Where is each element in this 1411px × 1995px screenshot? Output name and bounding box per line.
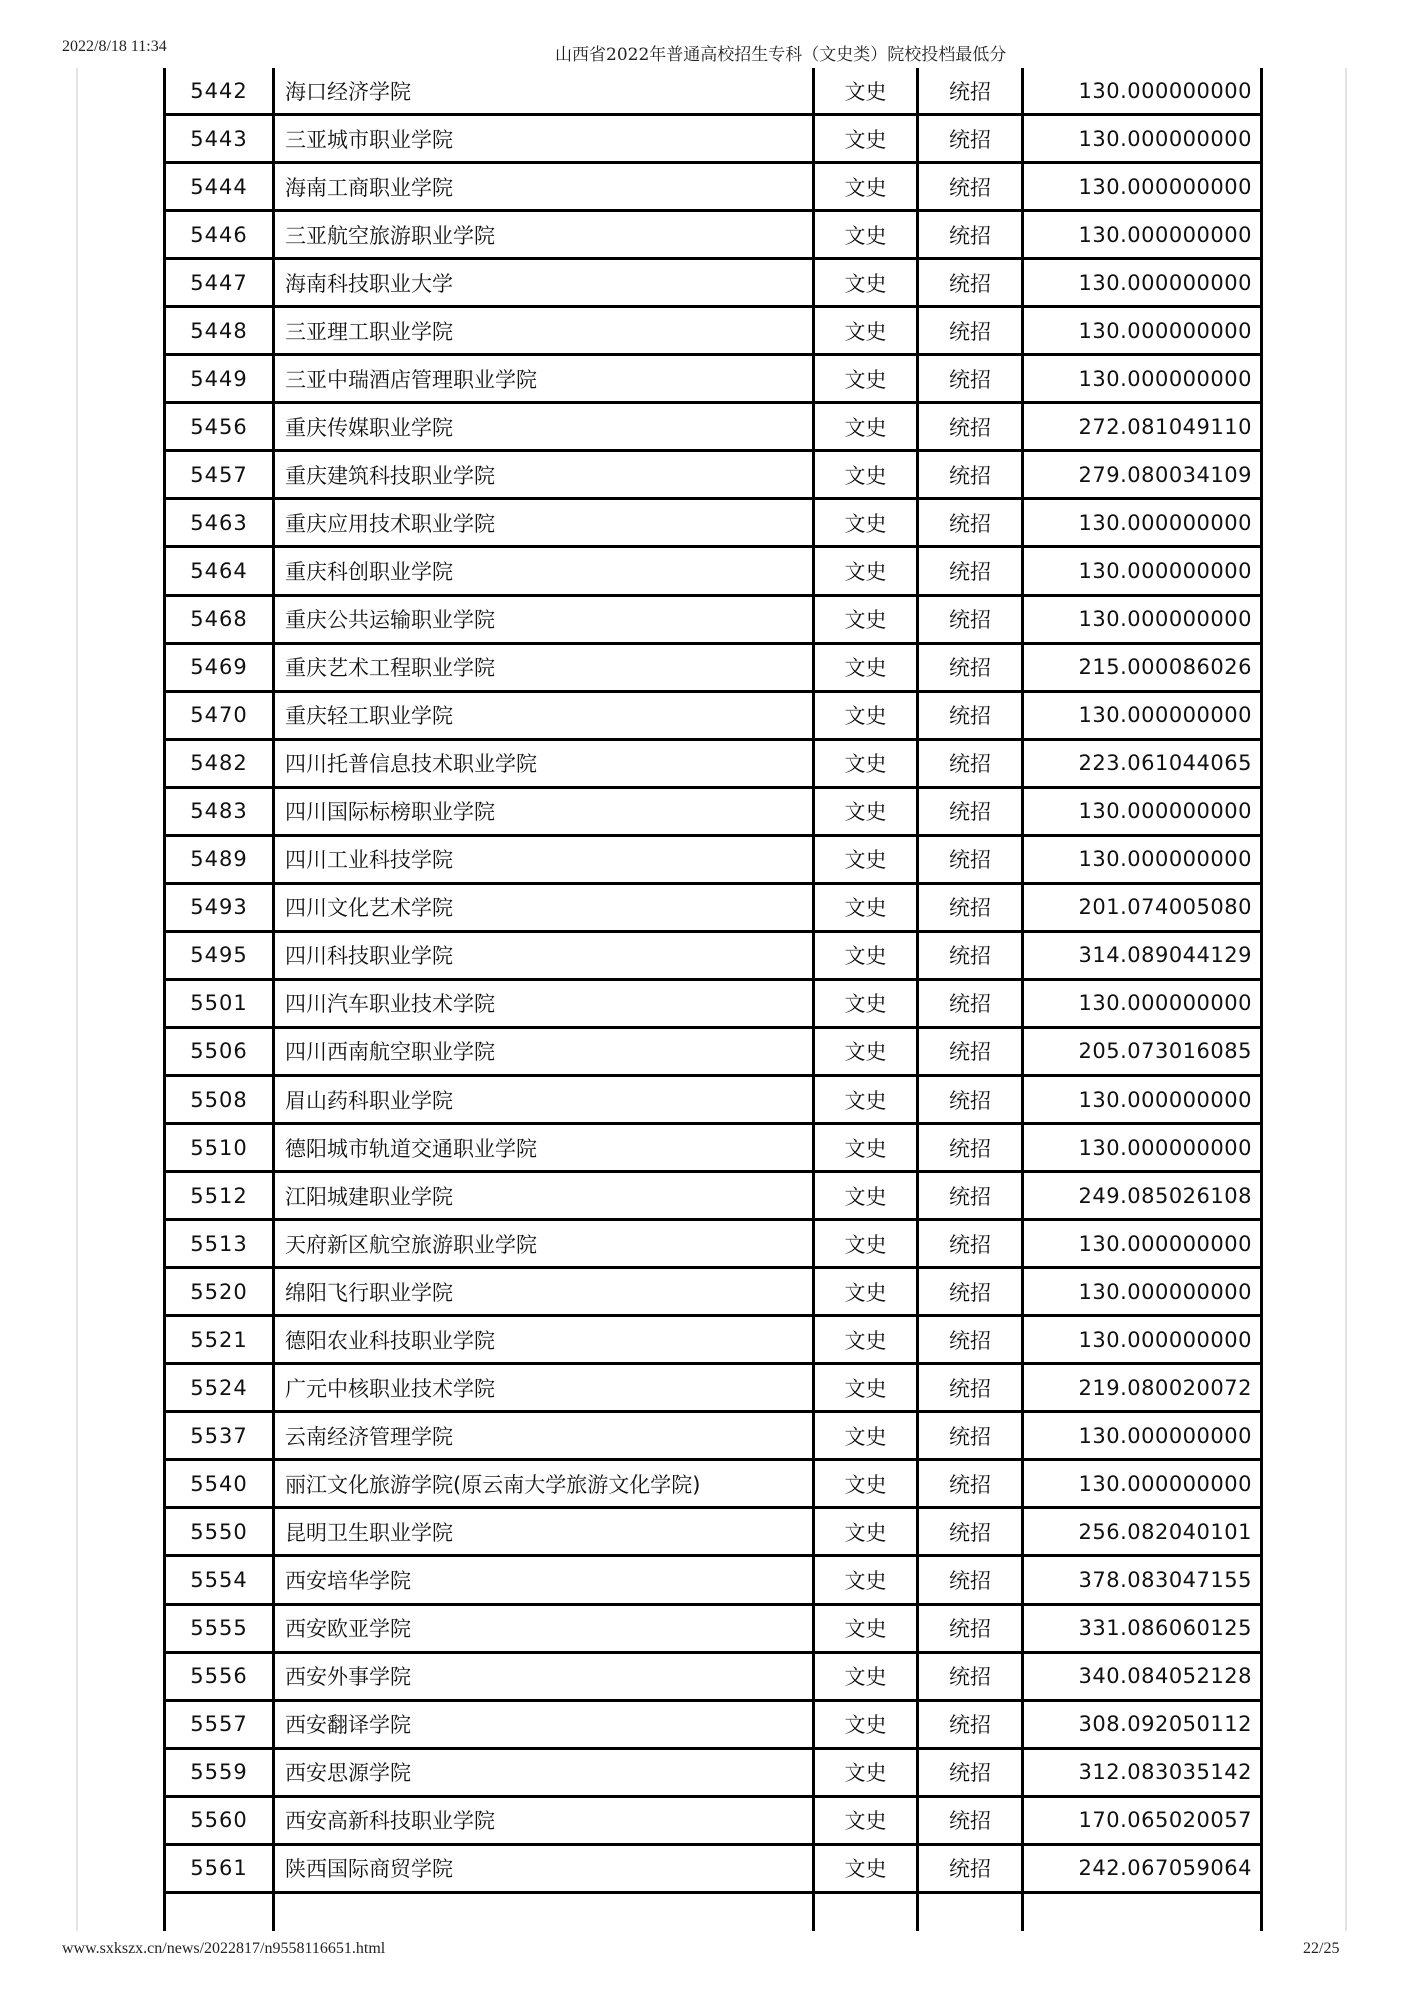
subject-category-cell: 文史 xyxy=(815,1557,919,1602)
table-row xyxy=(166,645,1260,693)
minimum-score-cell-empty xyxy=(1024,1894,1260,1931)
minimum-score-cell: 130.000000000 xyxy=(1078,1135,1252,1160)
school-name-cell: 德阳农业科技职业学院 xyxy=(275,1317,815,1362)
table-row xyxy=(166,1557,1260,1605)
school-code-cell: 5506 xyxy=(166,1029,275,1074)
admission-type-cell: 统招 xyxy=(919,1702,1024,1747)
minimum-score-cell: 256.082040101 xyxy=(1078,1519,1252,1544)
subject-category-cell: 文史 xyxy=(815,1750,919,1795)
table-row xyxy=(166,933,1260,981)
table-row xyxy=(166,1461,1260,1509)
table-row xyxy=(166,356,1260,404)
school-code-cell: 5489 xyxy=(166,837,275,882)
subject-category-cell: 文史 xyxy=(815,789,919,834)
school-name-cell: 西安高新科技职业学院 xyxy=(275,1798,815,1843)
school-code-cell: 5559 xyxy=(166,1750,275,1795)
subject-category-cell: 文史 xyxy=(815,1125,919,1170)
minimum-score-cell: 130.000000000 xyxy=(1078,222,1252,247)
subject-category-cell: 文史 xyxy=(815,1221,919,1266)
admission-type-cell: 统招 xyxy=(919,741,1024,786)
table-row xyxy=(166,597,1260,645)
minimum-score-cell: 331.086060125 xyxy=(1078,1616,1252,1641)
school-code-cell: 5512 xyxy=(166,1173,275,1218)
admission-type-cell: 统招 xyxy=(919,212,1024,257)
school-name-cell: 三亚城市职业学院 xyxy=(275,116,815,161)
subject-category-cell: 文史 xyxy=(815,548,919,593)
school-name-cell-empty xyxy=(275,1894,815,1931)
school-name-cell: 云南经济管理学院 xyxy=(275,1413,815,1458)
table-row xyxy=(166,1173,1260,1221)
table-row xyxy=(166,548,1260,596)
table-row xyxy=(166,1221,1260,1269)
admission-type-cell: 统招 xyxy=(919,1317,1024,1362)
table-row xyxy=(166,1317,1260,1365)
table-row xyxy=(166,1269,1260,1317)
admission-type-cell: 统招 xyxy=(919,1846,1024,1891)
subject-category-cell: 文史 xyxy=(815,1269,919,1314)
table-row xyxy=(166,404,1260,452)
school-code-cell: 5550 xyxy=(166,1509,275,1554)
minimum-score-cell: 130.000000000 xyxy=(1078,270,1252,295)
school-code-cell: 5513 xyxy=(166,1221,275,1266)
subject-category-cell: 文史 xyxy=(815,981,919,1026)
school-code-cell: 5520 xyxy=(166,1269,275,1314)
minimum-score-cell: 130.000000000 xyxy=(1078,703,1252,728)
school-code-cell: 5457 xyxy=(166,452,275,497)
page-title: 山西省2022年普通高校招生专科（文史类）院校投档最低分 xyxy=(555,45,1007,65)
school-name-cell: 西安翻译学院 xyxy=(275,1702,815,1747)
table-row xyxy=(166,164,1260,212)
school-name-cell: 重庆科创职业学院 xyxy=(275,548,815,593)
subject-category-cell: 文史 xyxy=(815,1077,919,1122)
table-row xyxy=(166,885,1260,933)
minimum-score-cell: 272.081049110 xyxy=(1078,414,1252,439)
admission-type-cell: 统招 xyxy=(919,645,1024,690)
school-code-cell: 5524 xyxy=(166,1365,275,1410)
minimum-score-cell: 242.067059064 xyxy=(1078,1856,1252,1881)
school-name-cell: 西安外事学院 xyxy=(275,1654,815,1699)
admission-type-cell: 统招 xyxy=(919,885,1024,930)
table-row xyxy=(166,1365,1260,1413)
school-code-cell: 5442 xyxy=(166,68,275,113)
table-row xyxy=(166,500,1260,548)
subject-category-cell: 文史 xyxy=(815,837,919,882)
page-number: 22/25 xyxy=(1303,1940,1340,1957)
subject-category-cell: 文史 xyxy=(815,1029,919,1074)
admission-type-cell: 统招 xyxy=(919,789,1024,834)
minimum-score-cell: 223.061044065 xyxy=(1078,751,1252,776)
school-code-cell-empty xyxy=(166,1894,275,1931)
subject-category-cell: 文史 xyxy=(815,1509,919,1554)
school-code-cell: 5443 xyxy=(166,116,275,161)
school-name-cell: 丽江文化旅游学院(原云南大学旅游文化学院) xyxy=(275,1461,815,1506)
school-code-cell: 5470 xyxy=(166,693,275,738)
admission-type-cell: 统招 xyxy=(919,1029,1024,1074)
table-row xyxy=(166,789,1260,837)
school-name-cell: 四川汽车职业技术学院 xyxy=(275,981,815,1026)
school-name-cell: 海口经济学院 xyxy=(275,68,815,113)
table-row-continuation xyxy=(166,1894,1260,1931)
school-code-cell: 5482 xyxy=(166,741,275,786)
school-name-cell: 重庆应用技术职业学院 xyxy=(275,500,815,545)
minimum-score-cell: 130.000000000 xyxy=(1078,318,1252,343)
table-row xyxy=(166,1029,1260,1077)
school-name-cell: 西安思源学院 xyxy=(275,1750,815,1795)
minimum-score-cell: 130.000000000 xyxy=(1078,1471,1252,1496)
school-name-cell: 重庆建筑科技职业学院 xyxy=(275,452,815,497)
table-row xyxy=(166,68,1260,116)
admission-type-cell: 统招 xyxy=(919,1654,1024,1699)
table-row xyxy=(166,452,1260,500)
minimum-score-cell: 130.000000000 xyxy=(1078,558,1252,583)
table-row xyxy=(166,308,1260,356)
school-code-cell: 5537 xyxy=(166,1413,275,1458)
admission-type-cell: 统招 xyxy=(919,1750,1024,1795)
minimum-score-cell: 130.000000000 xyxy=(1078,1231,1252,1256)
minimum-score-cell: 130.000000000 xyxy=(1078,1279,1252,1304)
minimum-score-cell: 205.073016085 xyxy=(1078,1039,1252,1064)
table-row xyxy=(166,1654,1260,1702)
admission-type-cell: 统招 xyxy=(919,500,1024,545)
school-code-cell: 5521 xyxy=(166,1317,275,1362)
school-code-cell: 5449 xyxy=(166,356,275,401)
subject-category-cell: 文史 xyxy=(815,1317,919,1362)
minimum-score-cell: 215.000086026 xyxy=(1078,655,1252,680)
school-code-cell: 5483 xyxy=(166,789,275,834)
subject-category-cell: 文史 xyxy=(815,404,919,449)
admission-type-cell: 统招 xyxy=(919,933,1024,978)
school-code-cell: 5495 xyxy=(166,933,275,978)
school-name-cell: 天府新区航空旅游职业学院 xyxy=(275,1221,815,1266)
school-name-cell: 德阳城市轨道交通职业学院 xyxy=(275,1125,815,1170)
school-name-cell: 四川国际标榜职业学院 xyxy=(275,789,815,834)
minimum-score-cell: 312.083035142 xyxy=(1078,1760,1252,1785)
school-code-cell: 5555 xyxy=(166,1606,275,1651)
school-name-cell: 四川科技职业学院 xyxy=(275,933,815,978)
table-row xyxy=(166,741,1260,789)
admission-type-cell: 统招 xyxy=(919,1606,1024,1651)
admission-type-cell: 统招 xyxy=(919,452,1024,497)
subject-category-cell: 文史 xyxy=(815,500,919,545)
subject-category-cell: 文史 xyxy=(815,645,919,690)
school-name-cell: 三亚航空旅游职业学院 xyxy=(275,212,815,257)
school-name-cell: 重庆轻工职业学院 xyxy=(275,693,815,738)
subject-category-cell: 文史 xyxy=(815,1798,919,1843)
minimum-score-cell: 314.089044129 xyxy=(1078,943,1252,968)
admission-type-cell: 统招 xyxy=(919,837,1024,882)
school-name-cell: 三亚中瑞酒店管理职业学院 xyxy=(275,356,815,401)
school-name-cell: 江阳城建职业学院 xyxy=(275,1173,815,1218)
subject-category-cell: 文史 xyxy=(815,116,919,161)
school-name-cell: 重庆公共运输职业学院 xyxy=(275,597,815,642)
subject-category-cell: 文史 xyxy=(815,1461,919,1506)
school-name-cell: 陕西国际商贸学院 xyxy=(275,1846,815,1891)
admission-type-cell: 统招 xyxy=(919,1077,1024,1122)
minimum-score-cell: 130.000000000 xyxy=(1078,799,1252,824)
subject-category-cell: 文史 xyxy=(815,597,919,642)
table-row xyxy=(166,116,1260,164)
admission-type-cell: 统招 xyxy=(919,548,1024,593)
subject-category-cell: 文史 xyxy=(815,1702,919,1747)
minimum-score-cell: 130.000000000 xyxy=(1078,1087,1252,1112)
subject-category-cell: 文史 xyxy=(815,1173,919,1218)
subject-category-cell: 文史 xyxy=(815,260,919,305)
school-name-cell: 西安欧亚学院 xyxy=(275,1606,815,1651)
minimum-score-cell: 130.000000000 xyxy=(1078,510,1252,535)
school-code-cell: 5560 xyxy=(166,1798,275,1843)
subject-category-cell: 文史 xyxy=(815,452,919,497)
table-row xyxy=(166,260,1260,308)
school-code-cell: 5508 xyxy=(166,1077,275,1122)
admission-type-cell: 统招 xyxy=(919,1221,1024,1266)
admission-type-cell-empty xyxy=(919,1894,1024,1931)
subject-category-cell: 文史 xyxy=(815,164,919,209)
school-code-cell: 5464 xyxy=(166,548,275,593)
school-code-cell: 5554 xyxy=(166,1557,275,1602)
school-code-cell: 5463 xyxy=(166,500,275,545)
table-row xyxy=(166,1702,1260,1750)
admission-type-cell: 统招 xyxy=(919,116,1024,161)
minimum-score-cell: 378.083047155 xyxy=(1078,1567,1252,1592)
table-row xyxy=(166,1750,1260,1798)
school-name-cell: 四川工业科技学院 xyxy=(275,837,815,882)
subject-category-cell: 文史 xyxy=(815,933,919,978)
subject-category-cell: 文史 xyxy=(815,693,919,738)
subject-category-cell: 文史 xyxy=(815,741,919,786)
school-name-cell: 重庆艺术工程职业学院 xyxy=(275,645,815,690)
school-code-cell: 5468 xyxy=(166,597,275,642)
school-name-cell: 三亚理工职业学院 xyxy=(275,308,815,353)
minimum-score-cell: 201.074005080 xyxy=(1078,895,1252,920)
school-name-cell: 重庆传媒职业学院 xyxy=(275,404,815,449)
table-row xyxy=(166,693,1260,741)
minimum-score-cell: 130.000000000 xyxy=(1078,174,1252,199)
school-code-cell: 5501 xyxy=(166,981,275,1026)
admission-type-cell: 统招 xyxy=(919,1269,1024,1314)
school-code-cell: 5446 xyxy=(166,212,275,257)
admission-type-cell: 统招 xyxy=(919,981,1024,1026)
school-name-cell: 海南工商职业学院 xyxy=(275,164,815,209)
minimum-score-cell: 130.000000000 xyxy=(1078,607,1252,632)
table-row xyxy=(166,212,1260,260)
subject-category-cell: 文史 xyxy=(815,1846,919,1891)
subject-category-cell: 文史 xyxy=(815,1365,919,1410)
subject-category-cell: 文史 xyxy=(815,356,919,401)
minimum-score-cell: 249.085026108 xyxy=(1078,1183,1252,1208)
table-row xyxy=(166,837,1260,885)
admission-type-cell: 统招 xyxy=(919,693,1024,738)
admission-type-cell: 统招 xyxy=(919,1125,1024,1170)
admission-type-cell: 统招 xyxy=(919,68,1024,113)
table-row xyxy=(166,1606,1260,1654)
minimum-score-cell: 130.000000000 xyxy=(1078,1423,1252,1448)
admission-type-cell: 统招 xyxy=(919,308,1024,353)
admission-type-cell: 统招 xyxy=(919,1798,1024,1843)
page-margin-line-left xyxy=(76,68,78,1931)
school-code-cell: 5448 xyxy=(166,308,275,353)
table-row xyxy=(166,1077,1260,1125)
subject-category-cell-empty xyxy=(815,1894,919,1931)
footer-url: www.sxkszx.cn/news/2022817/n9558116651.html xyxy=(62,1940,386,1957)
school-code-cell: 5469 xyxy=(166,645,275,690)
subject-category-cell: 文史 xyxy=(815,1654,919,1699)
minimum-score-cell: 170.065020057 xyxy=(1078,1808,1252,1833)
subject-category-cell: 文史 xyxy=(815,308,919,353)
admission-type-cell: 统招 xyxy=(919,597,1024,642)
school-name-cell: 绵阳飞行职业学院 xyxy=(275,1269,815,1314)
school-name-cell: 西安培华学院 xyxy=(275,1557,815,1602)
table-row xyxy=(166,1798,1260,1846)
minimum-score-cell: 130.000000000 xyxy=(1078,126,1252,151)
school-code-cell: 5540 xyxy=(166,1461,275,1506)
school-code-cell: 5456 xyxy=(166,404,275,449)
school-code-cell: 5493 xyxy=(166,885,275,930)
admission-score-table xyxy=(163,68,1263,1931)
admission-type-cell: 统招 xyxy=(919,1461,1024,1506)
table-row xyxy=(166,1846,1260,1894)
admission-type-cell: 统招 xyxy=(919,260,1024,305)
admission-type-cell: 统招 xyxy=(919,1413,1024,1458)
minimum-score-cell: 130.000000000 xyxy=(1078,1327,1252,1352)
table-row xyxy=(166,1509,1260,1557)
admission-type-cell: 统招 xyxy=(919,404,1024,449)
minimum-score-cell: 219.080020072 xyxy=(1078,1375,1252,1400)
table-row xyxy=(166,981,1260,1029)
minimum-score-cell: 130.000000000 xyxy=(1078,78,1252,103)
minimum-score-cell: 130.000000000 xyxy=(1078,991,1252,1016)
school-code-cell: 5561 xyxy=(166,1846,275,1891)
subject-category-cell: 文史 xyxy=(815,1413,919,1458)
admission-type-cell: 统招 xyxy=(919,356,1024,401)
school-code-cell: 5510 xyxy=(166,1125,275,1170)
school-code-cell: 5557 xyxy=(166,1702,275,1747)
school-code-cell: 5447 xyxy=(166,260,275,305)
subject-category-cell: 文史 xyxy=(815,1606,919,1651)
page-margin-line-right xyxy=(1345,68,1347,1931)
school-name-cell: 海南科技职业大学 xyxy=(275,260,815,305)
school-code-cell: 5556 xyxy=(166,1654,275,1699)
admission-type-cell: 统招 xyxy=(919,1173,1024,1218)
subject-category-cell: 文史 xyxy=(815,212,919,257)
minimum-score-cell: 279.080034109 xyxy=(1078,462,1252,487)
school-code-cell: 5444 xyxy=(166,164,275,209)
school-name-cell: 眉山药科职业学院 xyxy=(275,1077,815,1122)
minimum-score-cell: 130.000000000 xyxy=(1078,366,1252,391)
minimum-score-cell: 130.000000000 xyxy=(1078,847,1252,872)
table-row xyxy=(166,1413,1260,1461)
school-name-cell: 四川文化艺术学院 xyxy=(275,885,815,930)
admission-type-cell: 统招 xyxy=(919,1509,1024,1554)
admission-type-cell: 统招 xyxy=(919,1557,1024,1602)
admission-type-cell: 统招 xyxy=(919,1365,1024,1410)
school-name-cell: 昆明卫生职业学院 xyxy=(275,1509,815,1554)
table-row xyxy=(166,1125,1260,1173)
school-name-cell: 广元中核职业技术学院 xyxy=(275,1365,815,1410)
school-name-cell: 四川托普信息技术职业学院 xyxy=(275,741,815,786)
minimum-score-cell: 340.084052128 xyxy=(1078,1664,1252,1689)
minimum-score-cell: 308.092050112 xyxy=(1078,1712,1252,1737)
school-name-cell: 四川西南航空职业学院 xyxy=(275,1029,815,1074)
subject-category-cell: 文史 xyxy=(815,68,919,113)
print-timestamp: 2022/8/18 11:34 xyxy=(62,38,167,55)
admission-type-cell: 统招 xyxy=(919,164,1024,209)
subject-category-cell: 文史 xyxy=(815,885,919,930)
